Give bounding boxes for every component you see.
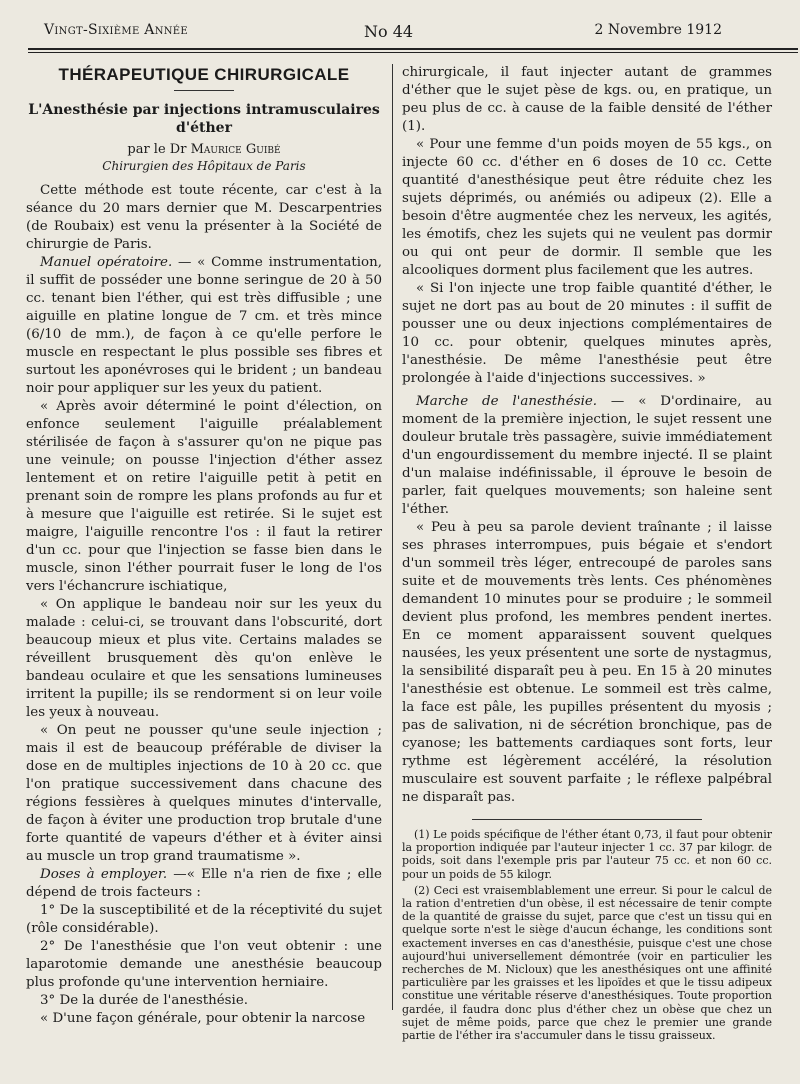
peu-a-peu-paragraph: « Peu à peu sa parole devient traînante ; il laisse ses phrases interrompues, puis bégaie et s'endort d'un sommeil très léger, entrecoupé de paroles sans suite et de mouvements très lents. Ces phénomènes demandent 10 minutes pour se produire ; le sommeil devient plus profond, les membres pendent inertes. En ce moment apparaissent souvent quelques nausées, les yeux présentent une sorte de nystagmus, la sensibilité disparaît peu à peu. En 15 à 20 minutes l'anesthésie est obtenue. Le sommeil est très calme, la face est pâle, les pupilles présentent du myosis ; pas de salivation, ni de sécrétion bronchique, pas de cyanose; les battements cardiaques sont forts, leur rythme est légèrement accéléré, la résolution musculaire est souvent parfaite ; le réflexe palpébral ne disparaît pas.: [402, 520, 772, 805]
factor-2: 2° De l'anesthésie que l'on veut obtenir : une laparotomie demande une anesthésie beaucoup plus profonde qu'une intervention herniaire.: [26, 939, 382, 990]
author-name: Maurice Guibé: [190, 142, 281, 157]
apres-paragraph: « Après avoir déterminé le point d'élection, on enfonce seulement l'aiguille préalablement stérilisée de façon à s'assurer qu'on ne pique pas une veinule; on pousse l'injection d'éther assez lentement et on retire l'aiguille petit à petit en prenant soin de rompre les plans profonds au fur et à mesure que l'aiguille est retirée. Si le sujet est maigre, l'aiguille rencontre l'os : il faut la retirer d'un cc. pour que l'injection se fasse bien dans le muscle, sinon l'éther pourrait fuser le long de l'os vers l'échancrure ischiatique,: [26, 399, 382, 594]
column-divider: [392, 64, 393, 1010]
femme-paragraph: « Pour une femme d'un poids moyen de 55 kgs., on injecte 60 cc. d'éther en 6 doses de 10 cc. Cette quantité d'anesthésique peut être réduite chez les sujets déprimés, ou anémiés ou adipeux (2). Elle a besoin d'être augmentée chez les nerveux, les agités, les émotifs, chez les sujets qui ne veulent pas dormir ou qui ont peur de dormir. Il semble que les alcooliques dorment plus facilement que les autres.: [402, 137, 772, 278]
header-rule: [28, 48, 798, 50]
doses-text: —« Elle n'a rien de fixe ; elle dépend de trois facteurs :: [26, 867, 382, 900]
issue-year: Vingt-Sixième Année: [44, 22, 189, 38]
marche-heading: Marche de l'anesthésie.: [416, 394, 598, 409]
issue-date: 2 Novembre 1912: [594, 22, 722, 38]
section-title: THÉRAPEUTIQUE CHIRURGICALE: [58, 65, 350, 84]
factor-3: 3° De la durée de l'anesthésie.: [40, 993, 248, 1008]
article-title: L'Anesthésie par injections intramusculaires d'éther: [28, 102, 380, 136]
footnote-rule: [472, 819, 702, 820]
left-column: [26, 64, 382, 1028]
footnote-1: (1) Le poids spécifique de l'éther étant 0,73, il faut pour obtenir la proportion indiquée par l'auteur injecter 1 cc. 37 par kilogr. de poids, soit dans l'exemple pris par l'auteur 75 cc. et non 60 cc. pour un poids de 55 kilogr.: [402, 828, 772, 881]
marche-paragraph: [402, 393, 772, 519]
generale-paragraph: « D'une façon générale, pour obtenir la narcose: [40, 1011, 366, 1026]
bandeau-paragraph: « On applique le bandeau noir sur les yeux du malade : celui-ci, se trouvant dans l'obscurité, dort beaucoup mieux et plus vite. Certains malades se réveillent brusquement dès qu'on enlève le bandeau oculaire et que les sensations lumineuses irritent la pupille; ils se rendorment si on leur voile les yeux à nouveau.: [26, 597, 382, 720]
issue-number: No 44: [364, 22, 414, 41]
doses-paragraph: [26, 866, 382, 902]
manuel-paragraph: [26, 254, 382, 398]
doses-heading: Doses à employer.: [40, 867, 168, 882]
footnote-2: (2) Ceci est vraisemblablement une erreur. Si pour le calcul de la ration d'entretien d'un obèse, il est nécessaire de tenir compte de la quantité de graisse du sujet, parce que c'est un tissu qui en quelque sorte n'est le siège d'aucun échange, les conditions sont exactement inverses en cas d'anesthésie, puisque c'est une chose aujourd'hui universellement démontrée (voir en particulier les recherches de M. Nicloux) que les anesthésiques ont une affinité particulière par les graisses et les lipoïdes et que le tissu adipeux constitue une véritable réserve d'anesthésiques. Toute proportion gardée, il faudra donc plus d'éther chez un obèse que chez un sujet de même poids, parce que chez le premier une grande partie de l'éther ira s'accumuler dans le tissu graisseux.: [402, 883, 772, 1043]
byline-prefix: par le Dr: [127, 142, 191, 157]
title-rule: [174, 90, 234, 91]
manuel-heading: Manuel opératoire.: [40, 255, 173, 270]
continuation-paragraph: chirurgicale, il faut injecter autant de grammes d'éther que le sujet pèse de kgs. ou, en pratique, un peu plus de cc. à cause de la faible densité de l'éther (1).: [402, 65, 772, 134]
author-affiliation: Chirurgien des Hôpitaux de Paris: [102, 159, 306, 173]
manuel-text: — « Comme instrumentation, il suffit de posséder une bonne seringue de 20 à 50 cc. tenant bien l'éther, qui est très diffusible ; une aiguille en platine longue de 7 cm. et très mince (6/10 de mm.), de façon à ce qu'elle perfore le muscle en respectant le plus possible ses fibres et surtout les aponévroses qui le brident ; un bandeau noir pour appliquer sur les yeux du patient.: [26, 255, 382, 396]
factor-1: 1° De la susceptibilité et de la réceptivité du sujet (rôle considérable).: [26, 903, 382, 936]
seule-injection-paragraph: « On peut ne pousser qu'une seule injection ; mais il est de beaucoup préférable de diviser la dose en de multiples injections de 10 à 20 cc. que l'on pratique successivement dans chacune des régions fessières à quelques minutes d'intervalle, de façon à éviter une production trop brutale d'une forte quantité de vapeurs d'éther et à éviter ainsi au muscle un trop grand traumatisme ».: [26, 723, 382, 864]
marche-text: — « D'ordinaire, au moment de la première injection, le sujet ressent une douleur brutale très passagère, suivie immédiatement d'un engourdissement du membre injecté. Il se plaint d'un malaise indéfinissable, il éprouve le besoin de parler, fait quelques mouvements; son haleine sent l'éther.: [402, 394, 772, 517]
header-rule-thin: [28, 52, 798, 53]
intro-paragraph: Cette méthode est toute récente, car c'est à la séance du 20 mars dernier que M. Descarpentries (de Roubaix) est venu la présenter à la Société de chirurgie de Paris.: [26, 183, 382, 252]
right-column: [402, 64, 772, 1045]
byline: [26, 141, 382, 158]
faible-quantite-paragraph: « Si l'on injecte une trop faible quantité d'éther, le sujet ne dort pas au bout de 20 minutes : il suffit de pousser une ou deux injections complémentaires de 10 cc. pour obtenir, quelques minutes après, l'anesthésie. De même l'anesthésie peut être prolongée à l'aide d'injections successives. »: [402, 281, 772, 386]
